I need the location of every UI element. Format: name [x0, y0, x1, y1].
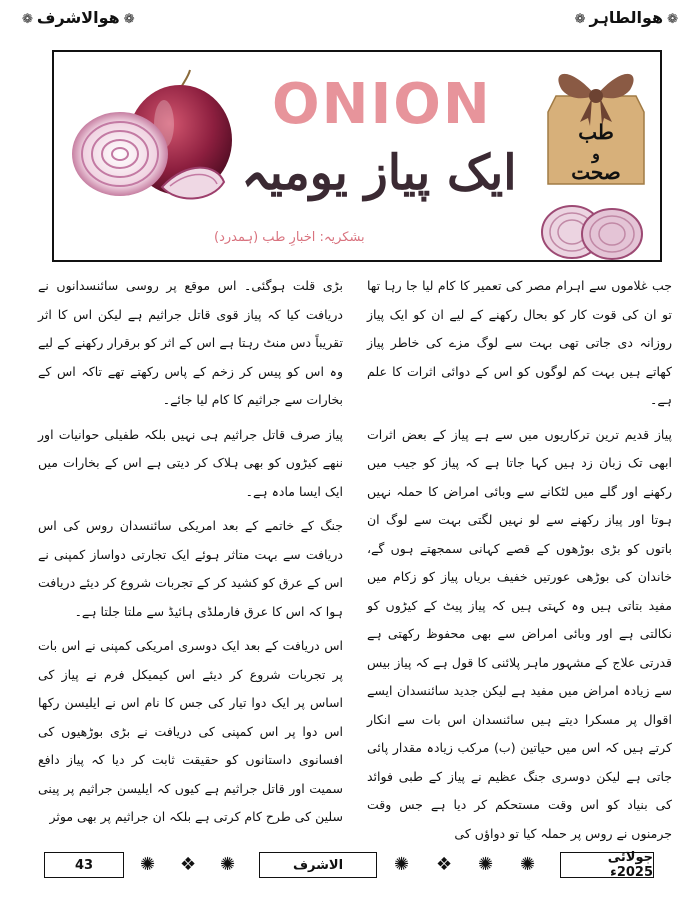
- running-header-left: [18, 8, 139, 27]
- paragraph: پیاز قدیم ترین ترکاریوں میں سے ہے پیاز کے بعض اثرات ابھی تک زبان زد ہیں کہا جاتا ہے کہ پیاز کو جیب میں رکھنے اور گلے میں لٹکانے سے وبائی امراض کا حملہ نہیں ہوتا اور پیاز رکھنے سے لو نہیں لگتی بہت سے لوگ ان باتوں کو بڑی بوڑھوں کے قصے کہانی سمجھتے ہوں گے، خاندان کی بوڑھی عورتیں خفیف بریاں پیاز کو زکام میں مفید بتاتی ہیں وہ کہتی ہیں کہ پیاز پیٹ کے کیڑوں کو نکالتی ہے اور وبائی امراض سے بھی محفوظ رکھتی ہے قدرتی علاج کے مشہور ماہر پلائنی کا قول ہے کہ پیاز بیس سے زیادہ امراض میں مفید ہے لیکن جدید سائنسدان ایسے اقوال پر مسکرا دیتے ہیں سائنسدان اس بات سے انکار کرتے ہیں کہ اس میں حیاتین (ب) مرکب زیادہ مقدار پائی جاتی ہے لیکن دوسری جنگ عظیم نے پیاز کے طبی فوائد کی بنیاد کو اس وقت مستحکم کر دیا ہے جس وقت جرمنوں نے روس پر حملہ کیا تو دواؤں کی: [367, 426, 672, 841]
- ornament-icon: ❁: [667, 12, 678, 27]
- tag-line-3: صحت: [571, 160, 621, 184]
- banner-credit: بشکریہ: اخبارِ طب (ہمدرد): [214, 230, 365, 245]
- banner-title-english: ONION: [272, 72, 492, 137]
- banner-title-urdu: ایک پیاز یومیہ: [241, 145, 517, 201]
- article-banner: [52, 50, 662, 262]
- magazine-name: الاشرف: [292, 857, 344, 873]
- tag-line-1: طب: [578, 120, 614, 144]
- ornament-icon: ❖: [436, 854, 453, 875]
- ornament-icon: ✺: [140, 854, 156, 875]
- ornament-icon: ❁: [123, 12, 135, 27]
- ornament-icon: ✺: [394, 854, 410, 875]
- ornament-icon: ❁: [574, 12, 586, 27]
- magazine-name-box: [259, 852, 377, 878]
- article-column-right: [367, 272, 672, 840]
- running-header-right: [571, 8, 682, 27]
- page-footer: [44, 848, 654, 884]
- paragraph: جب غلاموں سے اہرام مصر کی تعمیر کا کام لیا جا رہا تھا تو ان کی قوت کار کو بحال رکھنے کے لیے ان کو ایک پیاز روزانہ دی جاتی تھی بہت سے لوگ مزے کی خاطر پیاز کھاتے ہیں بہت کم لوگوں کو اس کے دوائی اثرات کا علم ہے۔: [367, 278, 672, 407]
- issue-date-box: [560, 852, 654, 878]
- tag-line-2: و: [592, 144, 600, 163]
- ornament-icon: ✺: [220, 854, 236, 875]
- ornament-icon: ❖: [180, 854, 197, 875]
- onion-slices-illustration: [538, 200, 648, 262]
- paragraph: پیاز صرف قاتل جراثیم ہی نہیں بلکہ طفیلی حوانیات اور ننھے کیڑوں کو بھی ہلاک کر دیتی ہے اس کے بخارات میں ایک ایسا مادہ ہے۔: [38, 426, 343, 499]
- page-number-box: [44, 852, 124, 878]
- ornament-icon: ✺: [478, 854, 494, 875]
- issue-date: جولائی 2025ء: [607, 850, 653, 880]
- ornament-icon: ❁: [22, 12, 33, 27]
- article-column-left: [38, 272, 343, 840]
- paragraph: بڑی قلت ہوگئی۔ اس موقع پر روسی سائنسدانوں نے دریافت کیا کہ پیاز قوی قاتل جراثیم ہے لیکن اس کا اثر تقریباً دس منٹ رہتا ہے اس کے اثر کو برقرار رکھنے کے لیے وہ اس کو پیس کر زخم کے پاس رکھتے تھے تاکہ اس کے بخارات سے جراثیم کا کام لیا جائے۔: [38, 278, 343, 407]
- paragraph: جنگ کے خاتمے کے بعد امریکی سائنسدان روس کی اس دریافت سے بہت متاثر ہوئے ایک تجارتی دواساز کمپنی نے اس کے عرق کو کشید کر کے تجربات شروع کر دیئے دریافت ہوا کہ اس کا عرق فارملڈی ہائیڈ سے ملتا جلتا ہے۔: [38, 518, 343, 619]
- page-number: 43: [74, 857, 94, 873]
- running-header-right-text: هوالطاہر: [589, 8, 664, 27]
- paragraph: اس دریافت کے بعد ایک دوسری امریکی کمپنی نے اس بات پر تجربات شروع کر دیئے اس کیمیکل فرم نے پیاز کی اساس پر ایک دوا تیار کی جس کا نام اس نے ایلیسن رکھا اس دوا پر اس کمپنی کی دریافت نے بڑی بوڑھیوں کی افسانوی داستانوں کو حقیقت ثابت کر دیا کہ پیاز دافع سمیت اور قاتل جراثیم ہے کیوں کہ ایلیسن جراثیم پر پینی سلین کی طرح کام کرتی ہے بلکہ ان جراثیم پر بھی موثر: [38, 638, 343, 824]
- running-header-left-text: هوالاشرف: [36, 8, 120, 27]
- ornament-icon: ✺: [520, 854, 536, 875]
- health-tag: [540, 60, 652, 188]
